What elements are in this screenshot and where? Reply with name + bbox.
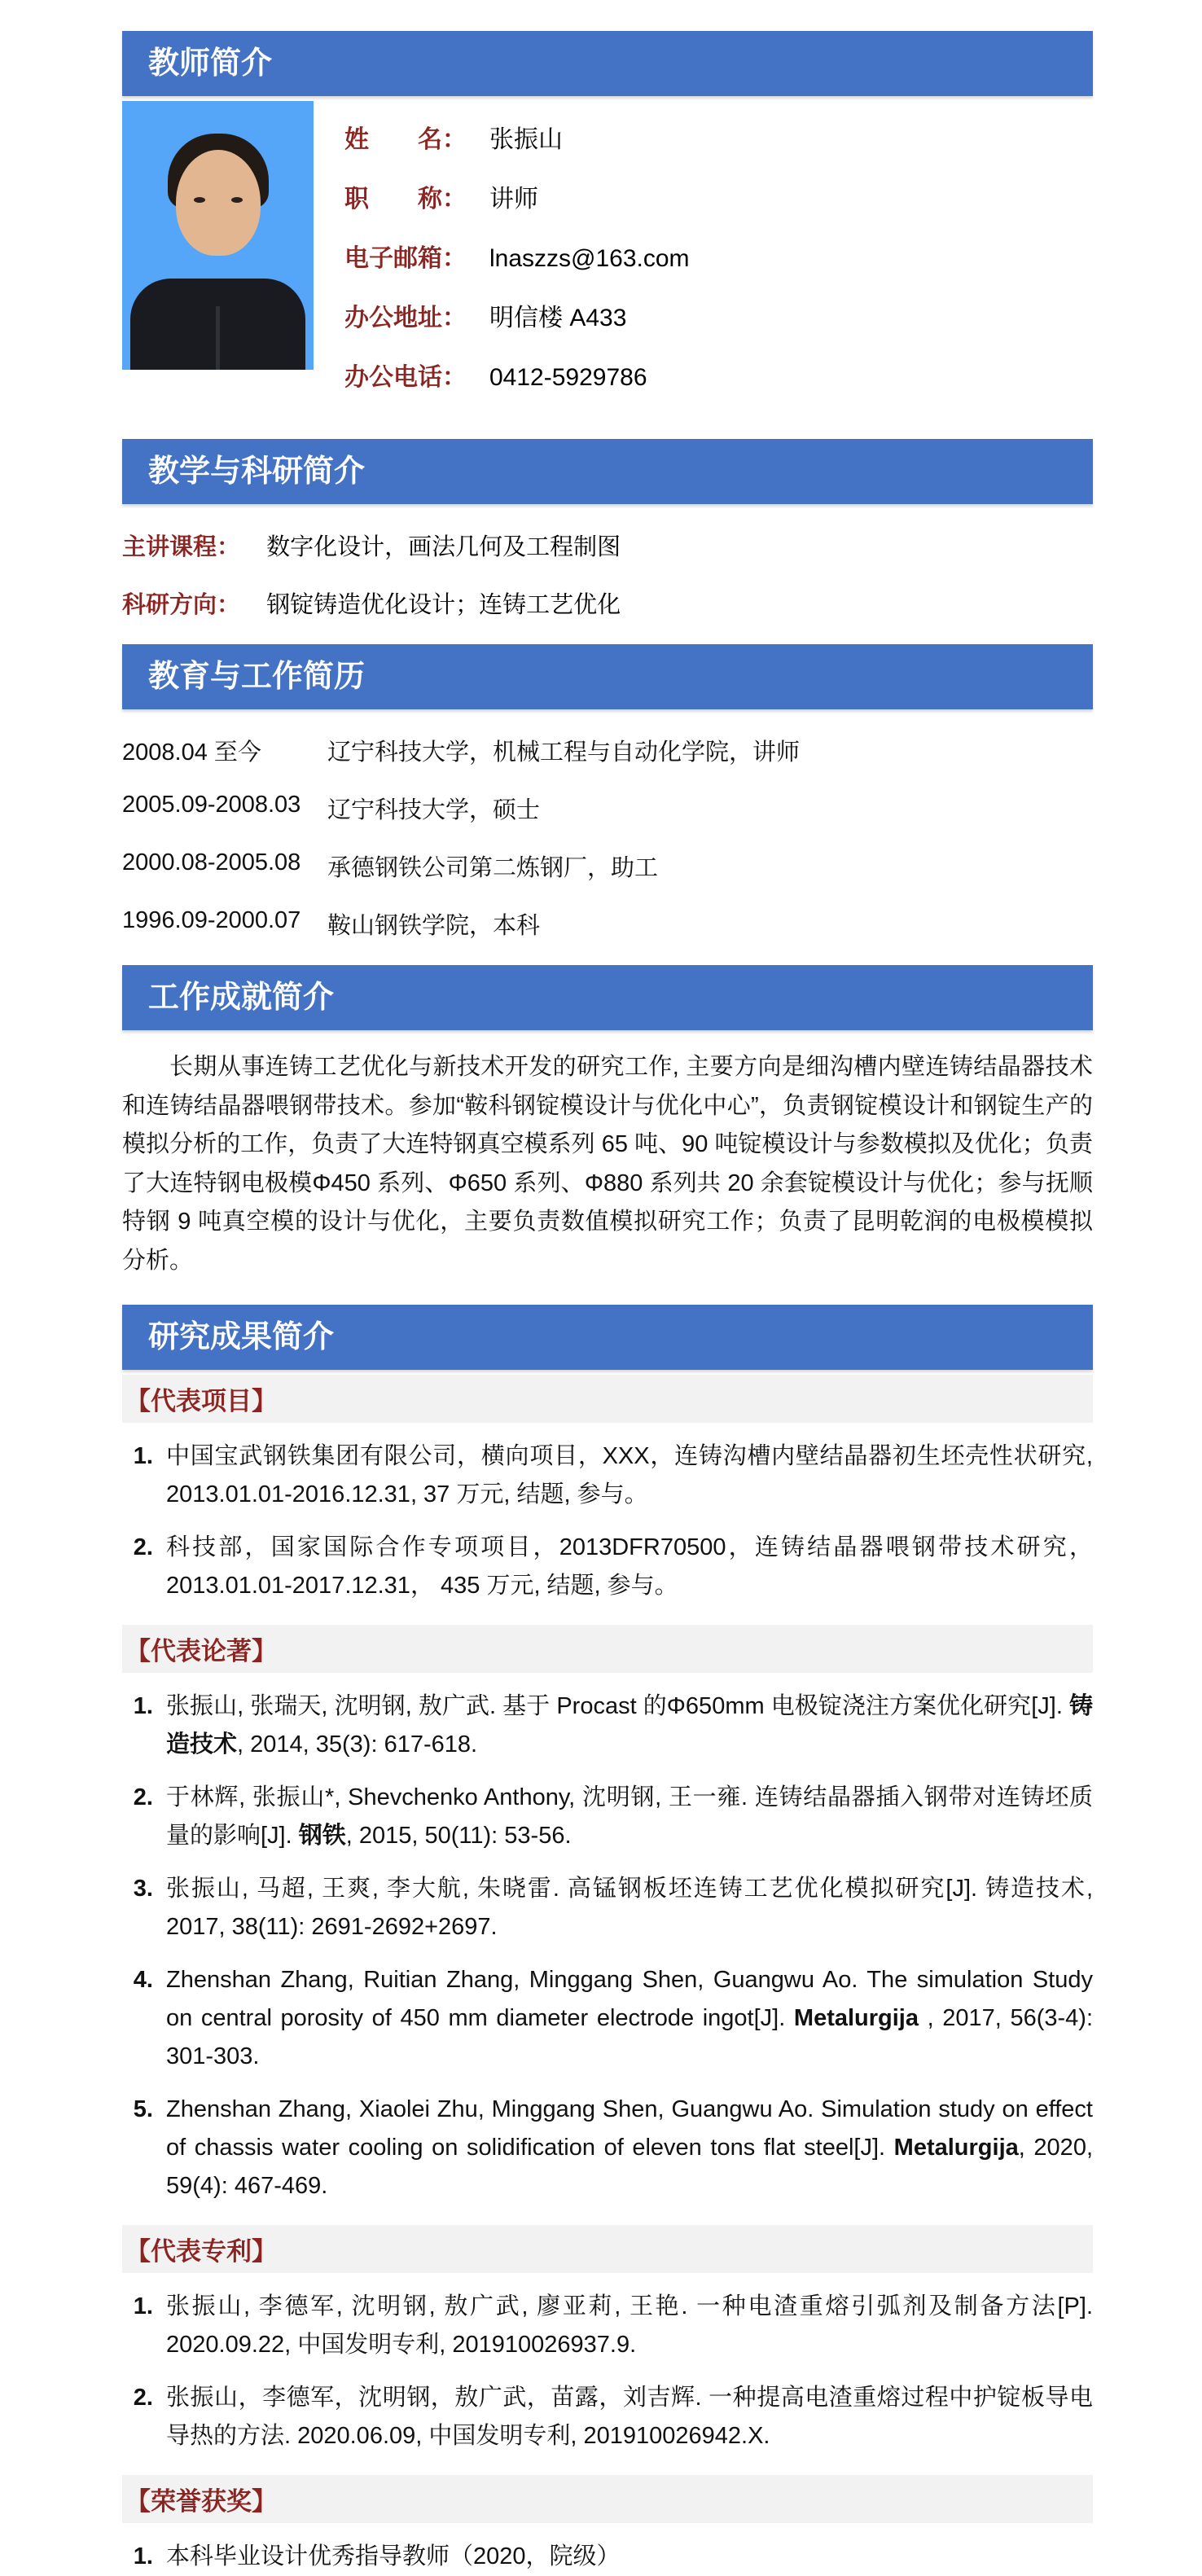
profile-photo <box>122 101 314 370</box>
field-label: 办公地址： <box>344 305 467 331</box>
history-period: 1996.09-2000.07 <box>122 907 301 933</box>
section-title: 研究成果简介 <box>148 1320 335 1355</box>
publication-item: 5. Zhenshan Zhang, Xiaolei Zhu, Minggang Shen, Guangwu Ao. Simulation study on effect of chassis water cooling on solidification of eleven tons flat steel[J]. Metalurgija, 2020, 59(4): 467-469. <box>160 2091 1093 2205</box>
history-detail: 辽宁科技大学，硕士 <box>327 797 541 823</box>
history-period: 2000.08-2005.08 <box>122 849 301 875</box>
section-title: 教师简介 <box>148 46 273 81</box>
photo-jacket-zipper <box>216 306 220 370</box>
projects-list <box>122 1437 1093 1605</box>
profile-block <box>122 101 1093 416</box>
history-block <box>122 734 1093 941</box>
project-item: 2. 科技部，国家国际合作专项项目，2013DFR70500，连铸结晶器喂钢带技术研究，2013.01.01-2017.12.31， 435 万元, 结题, 参与。 <box>160 1529 1093 1605</box>
history-detail: 鞍山钢铁学院，本科 <box>327 913 541 939</box>
award-item: 1. 本科毕业设计优秀指导教师（2020，院级） <box>160 2538 1093 2576</box>
section-header-achievement <box>122 965 1093 1030</box>
profile-field-row <box>344 119 1093 178</box>
field-label: 电子邮箱： <box>344 245 467 272</box>
section-header-teaching <box>122 439 1093 504</box>
history-period: 2005.09-2008.03 <box>122 792 301 818</box>
publication-item: 2. 于林辉, 张振山*, Shevchenko Anthony, 沈明钢, 王一雍. 连铸结晶器插入钢带对连铸坯质量的影响[J]. 钢铁, 2015, 50(11): 53-56. <box>160 1779 1093 1855</box>
field-value: 明信楼 A433 <box>489 305 627 331</box>
achievement-paragraph: 长期从事连铸工艺优化与新技术开发的研究工作, 主要方向是细沟槽内壁连铸结晶器技术和连铸结晶器喂钢带技术。参加“鞍科钢锭模设计与优化中心”，负责钢锭模设计和钢锭生产的模拟分析的工作，负责了大连特钢真空模系列 65 吨、90 吨锭模设计与参数模拟及优化；负责了大连特钢电极模Φ450 系列、Φ650 系列、Φ880 系列共 20 余套锭模设计与优化；参与抚顺特钢 9 吨真空模的设计与优化，主要负责数值模拟研究工作；负责了昆明乾润的电极模模拟分析。 <box>122 1054 1093 1274</box>
teaching-value: 钢锭铸造优化设计；连铸工艺优化 <box>266 592 621 618</box>
history-period: 2008.04 至今 <box>122 739 261 766</box>
patents-list <box>122 2288 1093 2455</box>
section-header-history <box>122 644 1093 709</box>
field-value: 张振山 <box>489 126 563 153</box>
photo-face <box>176 150 261 256</box>
photo-left-eye <box>194 197 205 203</box>
research-block <box>122 1375 1093 2575</box>
history-row <box>122 792 1093 825</box>
field-value: 讲师 <box>489 186 538 213</box>
field-label: 姓 名： <box>344 126 467 153</box>
project-item: 1. 中国宝武钢铁集团有限公司，横向项目，XXX，连铸沟槽内壁结晶器初生坯壳性状研究, 2013.01.01-2016.12.31, 37 万元, 结题, 参与。 <box>160 1437 1093 1514</box>
profile-fields <box>314 101 1093 416</box>
history-row <box>122 849 1093 883</box>
subsection-publications-heading: 【代表论著】 <box>122 1625 1093 1673</box>
section-title: 工作成就简介 <box>148 981 335 1015</box>
history-detail: 辽宁科技大学，机械工程与自动化学院，讲师 <box>327 739 801 766</box>
publications-list <box>122 1687 1093 2205</box>
patent-item: 1. 张振山, 李德军, 沈明钢, 敖广武, 廖亚莉, 王艳. 一种电渣重熔引弧剂及制备方法[P]. 2020.09.22, 中国发明专利, 201910026937.9. <box>160 2288 1093 2364</box>
field-value: 0412-5929786 <box>489 364 647 391</box>
history-row <box>122 907 1093 941</box>
subsection-awards-heading: 【荣誉获奖】 <box>122 2475 1093 2523</box>
teaching-value: 数字化设计，画法几何及工程制图 <box>266 534 621 560</box>
teaching-block <box>122 529 1093 620</box>
profile-field-row <box>344 178 1093 238</box>
teaching-row <box>122 529 1093 562</box>
publication-item: 4. Zhenshan Zhang, Ruitian Zhang, Minggang Shen, Guangwu Ao. The simulation Study on central porosity of 450 mm diameter electrode ingot[J]. Metalurgija , 2017, 56(3-4): 301-303. <box>160 1961 1093 2076</box>
patent-item: 2. 张振山，李德军，沈明钢，敖广武，苗露，刘吉辉. 一种提高电渣重熔过程中护锭板导电导热的方法. 2020.06.09, 中国发明专利, 201910026942.X. <box>160 2379 1093 2455</box>
subsection-projects-heading: 【代表项目】 <box>122 1375 1093 1423</box>
field-label: 职 称： <box>344 186 467 213</box>
profile-field-row <box>344 238 1093 297</box>
photo-right-eye <box>231 197 243 203</box>
history-detail: 承德钢铁公司第二炼钢厂，助工 <box>327 855 659 881</box>
teaching-label: 主讲课程： <box>122 534 241 560</box>
history-row <box>122 734 1093 767</box>
subsection-patents-heading: 【代表专利】 <box>122 2225 1093 2273</box>
profile-field-row <box>344 297 1093 357</box>
section-title: 教育与工作简历 <box>148 660 366 694</box>
section-title: 教学与科研简介 <box>148 454 366 489</box>
field-value: lnaszzs@163.com <box>489 245 690 272</box>
section-header-research <box>122 1305 1093 1370</box>
profile-field-row <box>344 357 1093 416</box>
teaching-label: 科研方向： <box>122 592 241 618</box>
field-label: 办公电话： <box>344 364 467 391</box>
publication-item: 1. 张振山, 张瑞天, 沈明钢, 敖广武. 基于 Procast 的Φ650mm 电极锭浇注方案优化研究[J]. 铸造技术, 2014, 35(3): 617-618. <box>160 1687 1093 1764</box>
awards-list <box>122 2538 1093 2576</box>
publication-item: 3. 张振山, 马超, 王爽, 李大航, 朱晓雷. 高锰钢板坯连铸工艺优化模拟研究[J]. 铸造技术, 2017, 38(11): 2691-2692+2697. <box>160 1870 1093 1946</box>
section-header-profile <box>122 31 1093 96</box>
teaching-row <box>122 586 1093 620</box>
